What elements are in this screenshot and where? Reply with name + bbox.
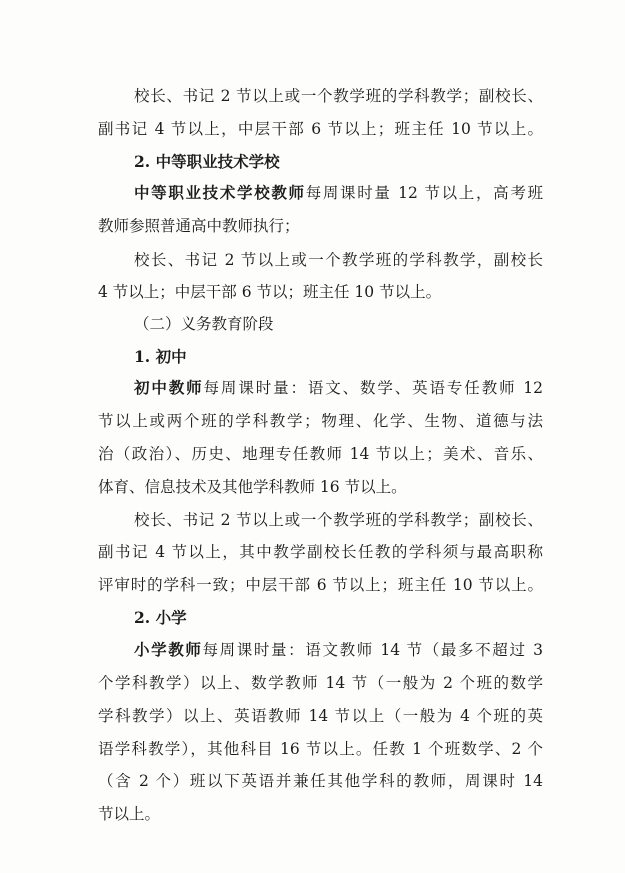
bold-term: 小学教师 bbox=[134, 640, 203, 659]
text-line: 学科教学）以上、英语教师 14 节以上（一般为 4 个班的英 bbox=[98, 707, 543, 725]
text-line: 治（政治）、历史、地理专任教师 14 节以上；美术、音乐、 bbox=[98, 445, 543, 463]
text-line: 个学科教学）以上、数学教师 14 节（一般为 2 个班的数学 bbox=[98, 674, 543, 692]
paragraph-line bbox=[134, 377, 543, 399]
bold-term: 初中教师 bbox=[134, 378, 204, 397]
text-line: 语学科教学），其他科目 16 节以上。任教 1 个班数学、2 个 bbox=[98, 740, 543, 758]
subsection-heading: 2. 小学 bbox=[134, 608, 187, 627]
text-line: （含 2 个）班以下英语并兼任其他学科的教师，周课时 14 bbox=[98, 772, 543, 790]
subsection-heading: 1. 初中 bbox=[134, 347, 187, 366]
paragraph-line bbox=[134, 182, 543, 204]
text-line: 4 节以上；中层干部 6 节以；班主任 10 节以上。 bbox=[98, 283, 442, 301]
text-line: 节以上或两个班的学科教学；物理、化学、生物、道德与法 bbox=[98, 412, 543, 430]
paragraph-line bbox=[134, 639, 543, 661]
text-line: 节以上。 bbox=[98, 805, 161, 823]
section-heading: 2. 中等职业技术学校 bbox=[134, 152, 280, 171]
text-line: 校长、书记 2 节以上或一个教学班的学科教学，副校长 bbox=[134, 251, 543, 269]
bold-term: 中等职业技术学校教师 bbox=[134, 183, 306, 202]
text-run: 每周课时量：语文教师 14 节（最多不超过 3 bbox=[202, 641, 543, 659]
text-line: 副书记 4 节以上，中层干部 6 节以上；班主任 10 节以上。 bbox=[98, 120, 543, 138]
text-run: 每周课时量 12 节以上，高考班 bbox=[305, 184, 543, 202]
text-line: 副书记 4 节以上，其中教学副校长任教的学科须与最高职称 bbox=[98, 543, 543, 561]
text-line: 体育、信息技术及其他学科教师 16 节以上。 bbox=[98, 478, 407, 496]
text-run: 每周课时量：语文、数学、英语专任教师 12 bbox=[203, 379, 543, 397]
text-line: 评审时的学科一致；中层干部 6 节以上；班主任 10 节以上。 bbox=[98, 576, 543, 594]
text-line: 校长、书记 2 节以上或一个教学班的学科教学；副校长、 bbox=[134, 87, 543, 105]
section-heading: （二）义务教育阶段 bbox=[134, 315, 274, 333]
text-line: 校长、书记 2 节以上或一个教学班的学科教学；副校长、 bbox=[134, 511, 543, 529]
text-line: 教师参照普通高中教师执行； bbox=[98, 217, 300, 235]
